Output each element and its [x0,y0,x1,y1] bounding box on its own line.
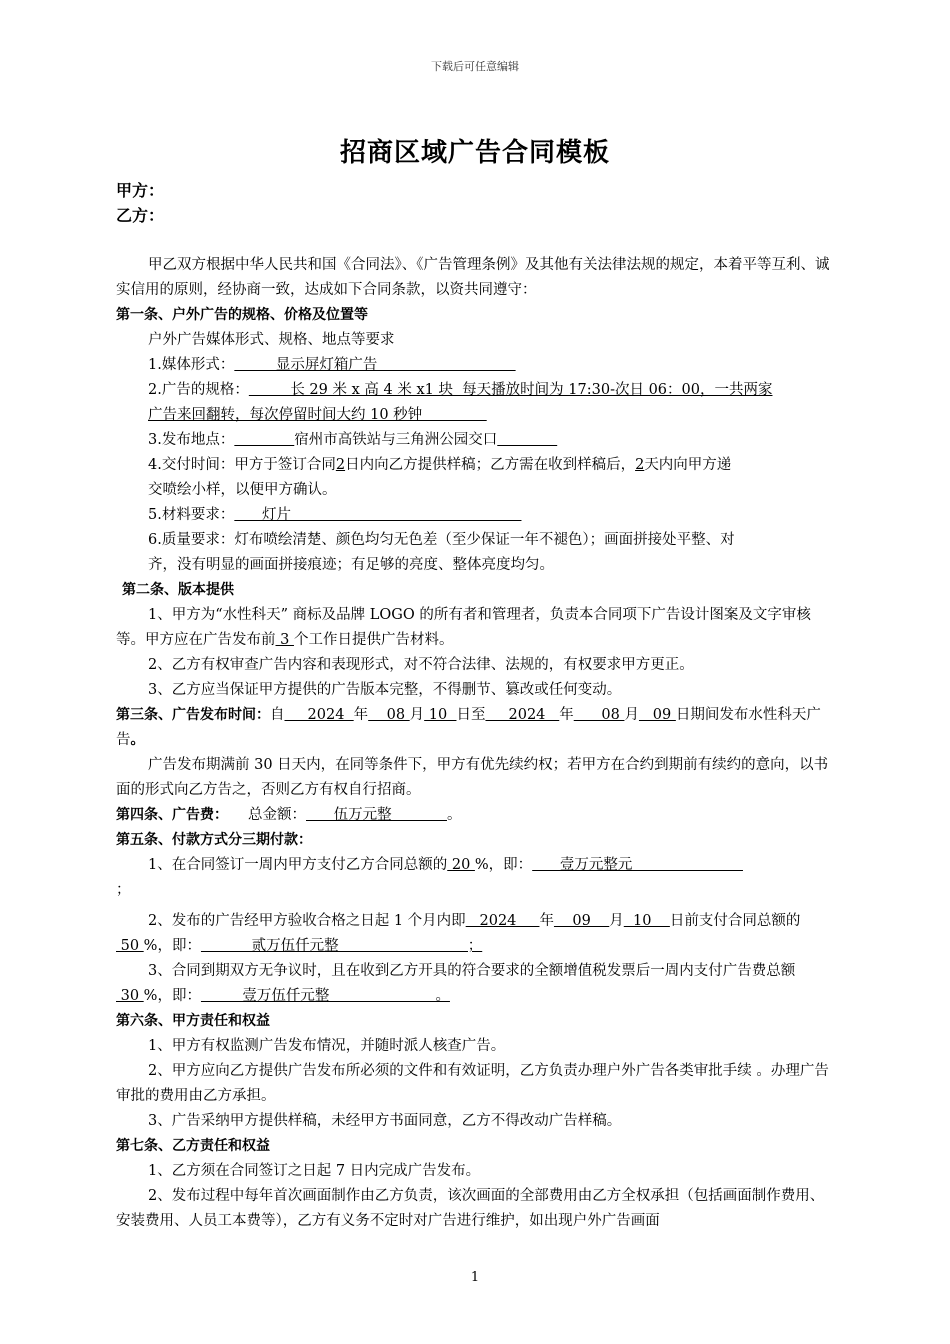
payment-3-amount: 壹万伍仟元整 。 [200,988,450,1004]
place-value: 宿州市高铁站与三角洲公园交口 [294,432,498,448]
article-1-heading: 第一条、户外广告的规格、价格及位置等 [116,307,368,323]
day-to-label: 日至 [456,707,486,723]
start-year: 2024 [284,707,354,723]
year-label: 年 [539,913,554,929]
item-1-days: 3 [275,632,294,648]
place-label: 3.发布地点： [148,432,235,448]
year-label: 年 [559,707,574,723]
material-label: 5.材料要求： [148,507,235,523]
payment-1 [116,853,838,878]
payment-1-percent: 20 [447,857,475,873]
article-7-heading: 第七条、乙方责任和权益 [116,1138,270,1154]
from-label: 自 [270,707,285,723]
article-4-end: 。 [446,807,462,823]
delivery-line-2: 交喷绘小样，以便甲方确认。 [148,482,337,498]
article-2-item-2: 2、乙方有权审查广告内容和表现形式，对不符合法律、法规的，有权要求甲方更正。 [148,657,694,673]
material-value: 灯片 [234,507,522,523]
delivery-text-b: 日内向乙方提供样稿；乙方需在收到样稿后， [345,457,636,473]
quality-line-1: 6.质量要求：灯布喷绘清楚、颜色均匀无色差（至少保证一年不褪色）；画面拼接处平整、对 [148,532,735,548]
spec-line-2 [116,403,838,428]
month-label: 月 [624,707,639,723]
article-5-heading: 第五条、付款方式分三期付款： [116,832,312,848]
end-year: 2024 [485,707,560,723]
article-7-item-2: 2、发布过程中每年首次画面制作由乙方负责，该次画面的全部费用由乙方全权承担（包括画面制作费用、安装费用、人员工本费等），乙方有义务不定时对广告进行维护，如出现户外广告画面 [116,1188,825,1229]
month-label: 月 [609,913,624,929]
end-day: 09 [638,707,676,723]
payment-3-percent: 30 [116,988,144,1004]
article-6-item-1: 1、甲方有权监测广告发布情况，并随时派人核查广告。 [148,1038,506,1054]
payment-1-text: 1、在合同签订一周内甲方支付乙方合同总额的 [148,857,448,873]
payment-2-month: 09 [553,913,610,929]
payment-2-year: 2024 [465,913,540,929]
payment-2-text: 2、发布的广告经甲方验收合格之日起 1 个月内即 [148,913,466,929]
total-amount-label: 总金额： [248,807,306,823]
month-label: 月 [409,707,425,723]
spec-value-1: 长 29 米 x 高 4 米 x1 块 每天播放时间为 17:30-次日 06：00，一共两家 [248,382,773,398]
document-title: 招商区域广告合同模板 [339,138,610,168]
payment-2-percent: 50 [116,938,144,954]
article-4-line [116,803,838,828]
document-body [116,178,838,1234]
article-3-period: 。 [130,732,145,748]
article-1-sub: 户外广告媒体形式、规格、地点等要求 [148,332,395,348]
place-line [116,428,838,453]
delivery-days-2: 2 [635,457,645,473]
payment-2-amount: 贰万伍仟元整 ； [200,938,483,954]
spacer [116,228,838,253]
article-2-item-3: 3、乙方应当保证甲方提供的广告版本完整，不得删节、篡改或任何变动。 [148,682,622,698]
end-month: 08 [573,707,625,723]
delivery-text-c: 天内向甲方递 [644,457,732,473]
delivery-days-1: 2 [335,457,346,473]
payment-3-text-b: %，即： [143,988,201,1004]
payment-1-end: ； [116,882,131,898]
payment-1-text-b: %，即： [474,857,533,873]
media-form-value: 显示屏灯箱广告 [234,357,516,373]
article-7-item-1: 1、乙方须在合同签订之日起 7 日内完成广告发布。 [148,1163,481,1179]
start-day: 10 [424,707,457,723]
item-1-text-a: 1、甲方为“水性科天” 商标及品牌 LOGO 的所有者和管理者，负责本合同项下广告设计图案及文字审核等。甲方应在广告发布前 [116,607,811,648]
spec-label: 2.广告的规格： [148,382,249,398]
delivery-text-a: 4.交付时间：甲方于签订合同 [148,457,336,473]
article-3-heading: 第三条、广告发布时间： [116,707,270,723]
payment-2-text-c: %，即： [143,938,201,954]
page-number: 1 [470,1270,480,1285]
spec-value-2: 广告来回翻转，每次停留时间大约 10 秒钟 [148,407,487,423]
article-2-item-1 [116,603,838,653]
article-4-heading: 第四条、广告费： [116,807,228,823]
article-6-item-3: 3、广告采纳甲方提供样稿，未经甲方书面同意，乙方不得改动广告样稿。 [148,1113,622,1129]
payment-2-day: 10 [623,913,670,929]
item-1-text-b: 个工作日提供广告材料。 [293,632,454,648]
place-pad-b [497,432,557,448]
spec-line-1 [116,378,838,403]
article-6-item-2: 2、甲方应向乙方提供广告发布所必须的文件和有效证明，乙方负责办理户外广告各类审批手续 。办理广告审批的费用由乙方承担。 [116,1063,829,1104]
year-label: 年 [353,707,369,723]
party-b-label: 乙方： [116,206,165,225]
payment-1-amount: 壹万元整元 [532,857,743,873]
renewal-paragraph: 广告发布期满前 30 日天内，在同等条件下，甲方有优先续约权；若甲方在合约到期前有续约的意向，以书面的形式向乙方告之，否则乙方有权自行招商。 [116,757,829,798]
payment-3-text: 3、合同到期双方无争议时，且在收到乙方开具的符合要求的全额增值税发票后一周内支付广告费总额 [148,963,796,979]
article-3-tail: 日期间发布水性科天广告 [116,707,821,748]
header-note: 下载后可任意编辑 [431,60,519,73]
payment-2-text-b: 日前支付合同总额的 [669,913,801,929]
article-6-heading: 第六条、甲方责任和权益 [116,1013,270,1029]
total-amount-value: 伍万元整 [306,807,447,823]
payment-2 [116,909,838,959]
quality-line-2: 齐，没有明显的画面拼接痕迹；有足够的亮度、整体亮度均匀。 [148,557,554,573]
article-2-heading: 第二条、版本提供 [122,582,234,598]
intro-paragraph: 甲乙双方根据中华人民共和国《合同法》、《广告管理条例》及其他有关法律法规的规定，本着平等互利、诚实信用的原则，经协商一致，达成如下合同条款，以资共同遵守： [116,257,830,298]
media-form-label: 1.媒体形式： [148,357,235,373]
media-form-line [116,353,838,378]
party-a-label: 甲方： [116,181,165,200]
delivery-line-1 [116,453,838,478]
payment-3 [116,959,838,1009]
start-month: 08 [368,707,410,723]
material-line [116,503,838,528]
article-3-line [116,703,838,753]
place-pad-a [234,432,294,448]
